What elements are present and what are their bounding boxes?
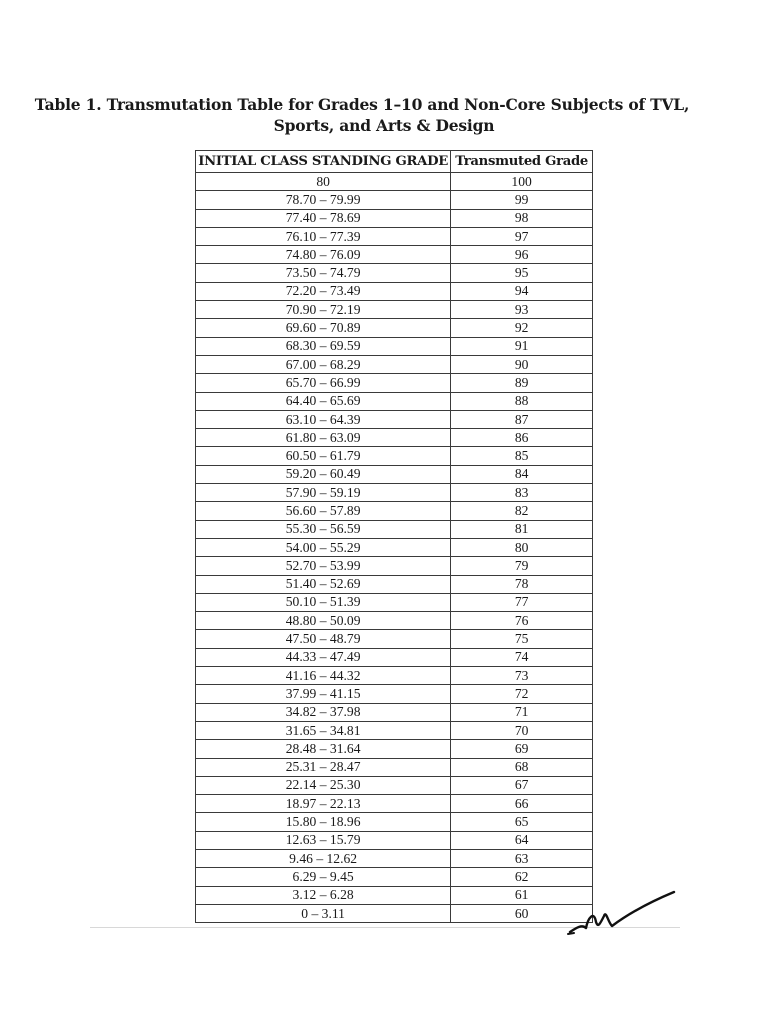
transmuted-grade-cell: 62: [451, 868, 593, 886]
transmuted-grade-cell: 82: [451, 502, 593, 520]
transmutation-table: [195, 150, 593, 923]
table-row: [196, 484, 593, 502]
transmuted-grade-cell: 87: [451, 410, 593, 428]
transmuted-grade-cell: 91: [451, 337, 593, 355]
table-row: [196, 667, 593, 685]
initial-grade-cell: 34.82 – 37.98: [196, 703, 451, 721]
initial-grade-cell: 74.80 – 76.09: [196, 246, 451, 264]
table-row: [196, 813, 593, 831]
table-row: [196, 575, 593, 593]
transmuted-grade-cell: 61: [451, 886, 593, 904]
table-row: [196, 612, 593, 630]
table-row: [196, 520, 593, 538]
table-body: [196, 173, 593, 923]
transmuted-grade-cell: 65: [451, 813, 593, 831]
initial-grade-cell: 41.16 – 44.32: [196, 667, 451, 685]
transmuted-grade-cell: 78: [451, 575, 593, 593]
table-row: [196, 630, 593, 648]
transmuted-grade-cell: 89: [451, 374, 593, 392]
table-row: [196, 447, 593, 465]
table-row: [196, 740, 593, 758]
initial-grade-cell: 76.10 – 77.39: [196, 227, 451, 245]
initial-grade-cell: 77.40 – 78.69: [196, 209, 451, 227]
transmuted-grade-cell: 66: [451, 795, 593, 813]
initial-grade-cell: 65.70 – 66.99: [196, 374, 451, 392]
table-row: [196, 392, 593, 410]
transmuted-grade-cell: 100: [451, 173, 593, 191]
table-row: [196, 758, 593, 776]
table-row: [196, 557, 593, 575]
initial-grade-cell: 12.63 – 15.79: [196, 831, 451, 849]
initial-grade-cell: 73.50 – 74.79: [196, 264, 451, 282]
title-line-1: Table 1. Transmutation Table for Grades 1–10 and Non-Core Subjects of TVL,: [34, 95, 690, 114]
table-title: [34, 94, 708, 136]
initial-grade-cell: 48.80 – 50.09: [196, 612, 451, 630]
table-row: [196, 410, 593, 428]
initial-grade-cell: 54.00 – 55.29: [196, 538, 451, 556]
transmuted-grade-cell: 92: [451, 319, 593, 337]
table-row: [196, 246, 593, 264]
table-row: [196, 502, 593, 520]
table-row: [196, 429, 593, 447]
table-row: [196, 685, 593, 703]
column-header-transmuted-grade: Transmuted Grade: [451, 151, 593, 173]
table-row: [196, 593, 593, 611]
initial-grade-cell: 68.30 – 69.59: [196, 337, 451, 355]
initial-grade-cell: 6.29 – 9.45: [196, 868, 451, 886]
initial-grade-cell: 61.80 – 63.09: [196, 429, 451, 447]
initial-grade-cell: 31.65 – 34.81: [196, 721, 451, 739]
initial-grade-cell: 28.48 – 31.64: [196, 740, 451, 758]
table-row: [196, 795, 593, 813]
transmuted-grade-cell: 95: [451, 264, 593, 282]
signature-icon: [566, 888, 676, 936]
initial-grade-cell: 56.60 – 57.89: [196, 502, 451, 520]
table-row: [196, 227, 593, 245]
transmuted-grade-cell: 77: [451, 593, 593, 611]
transmuted-grade-cell: 83: [451, 484, 593, 502]
transmuted-grade-cell: 84: [451, 465, 593, 483]
table-row: [196, 465, 593, 483]
initial-grade-cell: 44.33 – 47.49: [196, 648, 451, 666]
transmuted-grade-cell: 86: [451, 429, 593, 447]
initial-grade-cell: 57.90 – 59.19: [196, 484, 451, 502]
table-row: [196, 868, 593, 886]
initial-grade-cell: 15.80 – 18.96: [196, 813, 451, 831]
column-header-initial-grade: INITIAL CLASS STANDING GRADE: [196, 151, 451, 173]
initial-grade-cell: 47.50 – 48.79: [196, 630, 451, 648]
initial-grade-cell: 78.70 – 79.99: [196, 191, 451, 209]
initial-grade-cell: 3.12 – 6.28: [196, 886, 451, 904]
transmuted-grade-cell: 72: [451, 685, 593, 703]
table-row: [196, 886, 593, 904]
transmuted-grade-cell: 96: [451, 246, 593, 264]
transmuted-grade-cell: 94: [451, 282, 593, 300]
transmuted-grade-cell: 97: [451, 227, 593, 245]
table-row: [196, 904, 593, 922]
transmuted-grade-cell: 64: [451, 831, 593, 849]
table-header-row: [196, 151, 593, 173]
transmuted-grade-cell: 69: [451, 740, 593, 758]
transmuted-grade-cell: 90: [451, 355, 593, 373]
initial-grade-cell: 22.14 – 25.30: [196, 776, 451, 794]
table-row: [196, 209, 593, 227]
table-row: [196, 648, 593, 666]
transmuted-grade-cell: 67: [451, 776, 593, 794]
title-line-2: Sports, and Arts & Design: [273, 116, 495, 135]
initial-grade-cell: 52.70 – 53.99: [196, 557, 451, 575]
table-row: [196, 374, 593, 392]
transmuted-grade-cell: 68: [451, 758, 593, 776]
initial-grade-cell: 9.46 – 12.62: [196, 849, 451, 867]
initial-grade-cell: 70.90 – 72.19: [196, 301, 451, 319]
table-row: [196, 282, 593, 300]
initial-grade-cell: 55.30 – 56.59: [196, 520, 451, 538]
transmuted-grade-cell: 60: [451, 904, 593, 922]
table-row: [196, 776, 593, 794]
transmuted-grade-cell: 80: [451, 538, 593, 556]
table-row: [196, 173, 593, 191]
initial-grade-cell: 37.99 – 41.15: [196, 685, 451, 703]
transmuted-grade-cell: 76: [451, 612, 593, 630]
transmuted-grade-cell: 74: [451, 648, 593, 666]
table-row: [196, 264, 593, 282]
transmuted-grade-cell: 98: [451, 209, 593, 227]
transmuted-grade-cell: 88: [451, 392, 593, 410]
initial-grade-cell: 59.20 – 60.49: [196, 465, 451, 483]
initial-grade-cell: 51.40 – 52.69: [196, 575, 451, 593]
initial-grade-cell: 25.31 – 28.47: [196, 758, 451, 776]
transmuted-grade-cell: 85: [451, 447, 593, 465]
table-row: [196, 355, 593, 373]
table-row: [196, 337, 593, 355]
initial-grade-cell: 18.97 – 22.13: [196, 795, 451, 813]
table-row: [196, 703, 593, 721]
initial-grade-cell: 63.10 – 64.39: [196, 410, 451, 428]
transmuted-grade-cell: 81: [451, 520, 593, 538]
transmuted-grade-cell: 79: [451, 557, 593, 575]
transmuted-grade-cell: 71: [451, 703, 593, 721]
initial-grade-cell: 69.60 – 70.89: [196, 319, 451, 337]
transmuted-grade-cell: 63: [451, 849, 593, 867]
initial-grade-cell: 67.00 – 68.29: [196, 355, 451, 373]
initial-grade-cell: 60.50 – 61.79: [196, 447, 451, 465]
initial-grade-cell: 50.10 – 51.39: [196, 593, 451, 611]
initial-grade-cell: 64.40 – 65.69: [196, 392, 451, 410]
table-row: [196, 301, 593, 319]
table-row: [196, 831, 593, 849]
initial-grade-cell: 0 – 3.11: [196, 904, 451, 922]
table-row: [196, 319, 593, 337]
table-row: [196, 849, 593, 867]
transmuted-grade-cell: 75: [451, 630, 593, 648]
transmuted-grade-cell: 73: [451, 667, 593, 685]
table-row: [196, 721, 593, 739]
transmuted-grade-cell: 99: [451, 191, 593, 209]
initial-grade-cell: 72.20 – 73.49: [196, 282, 451, 300]
table-row: [196, 538, 593, 556]
initial-grade-cell: 80: [196, 173, 451, 191]
transmuted-grade-cell: 93: [451, 301, 593, 319]
transmuted-grade-cell: 70: [451, 721, 593, 739]
table-row: [196, 191, 593, 209]
